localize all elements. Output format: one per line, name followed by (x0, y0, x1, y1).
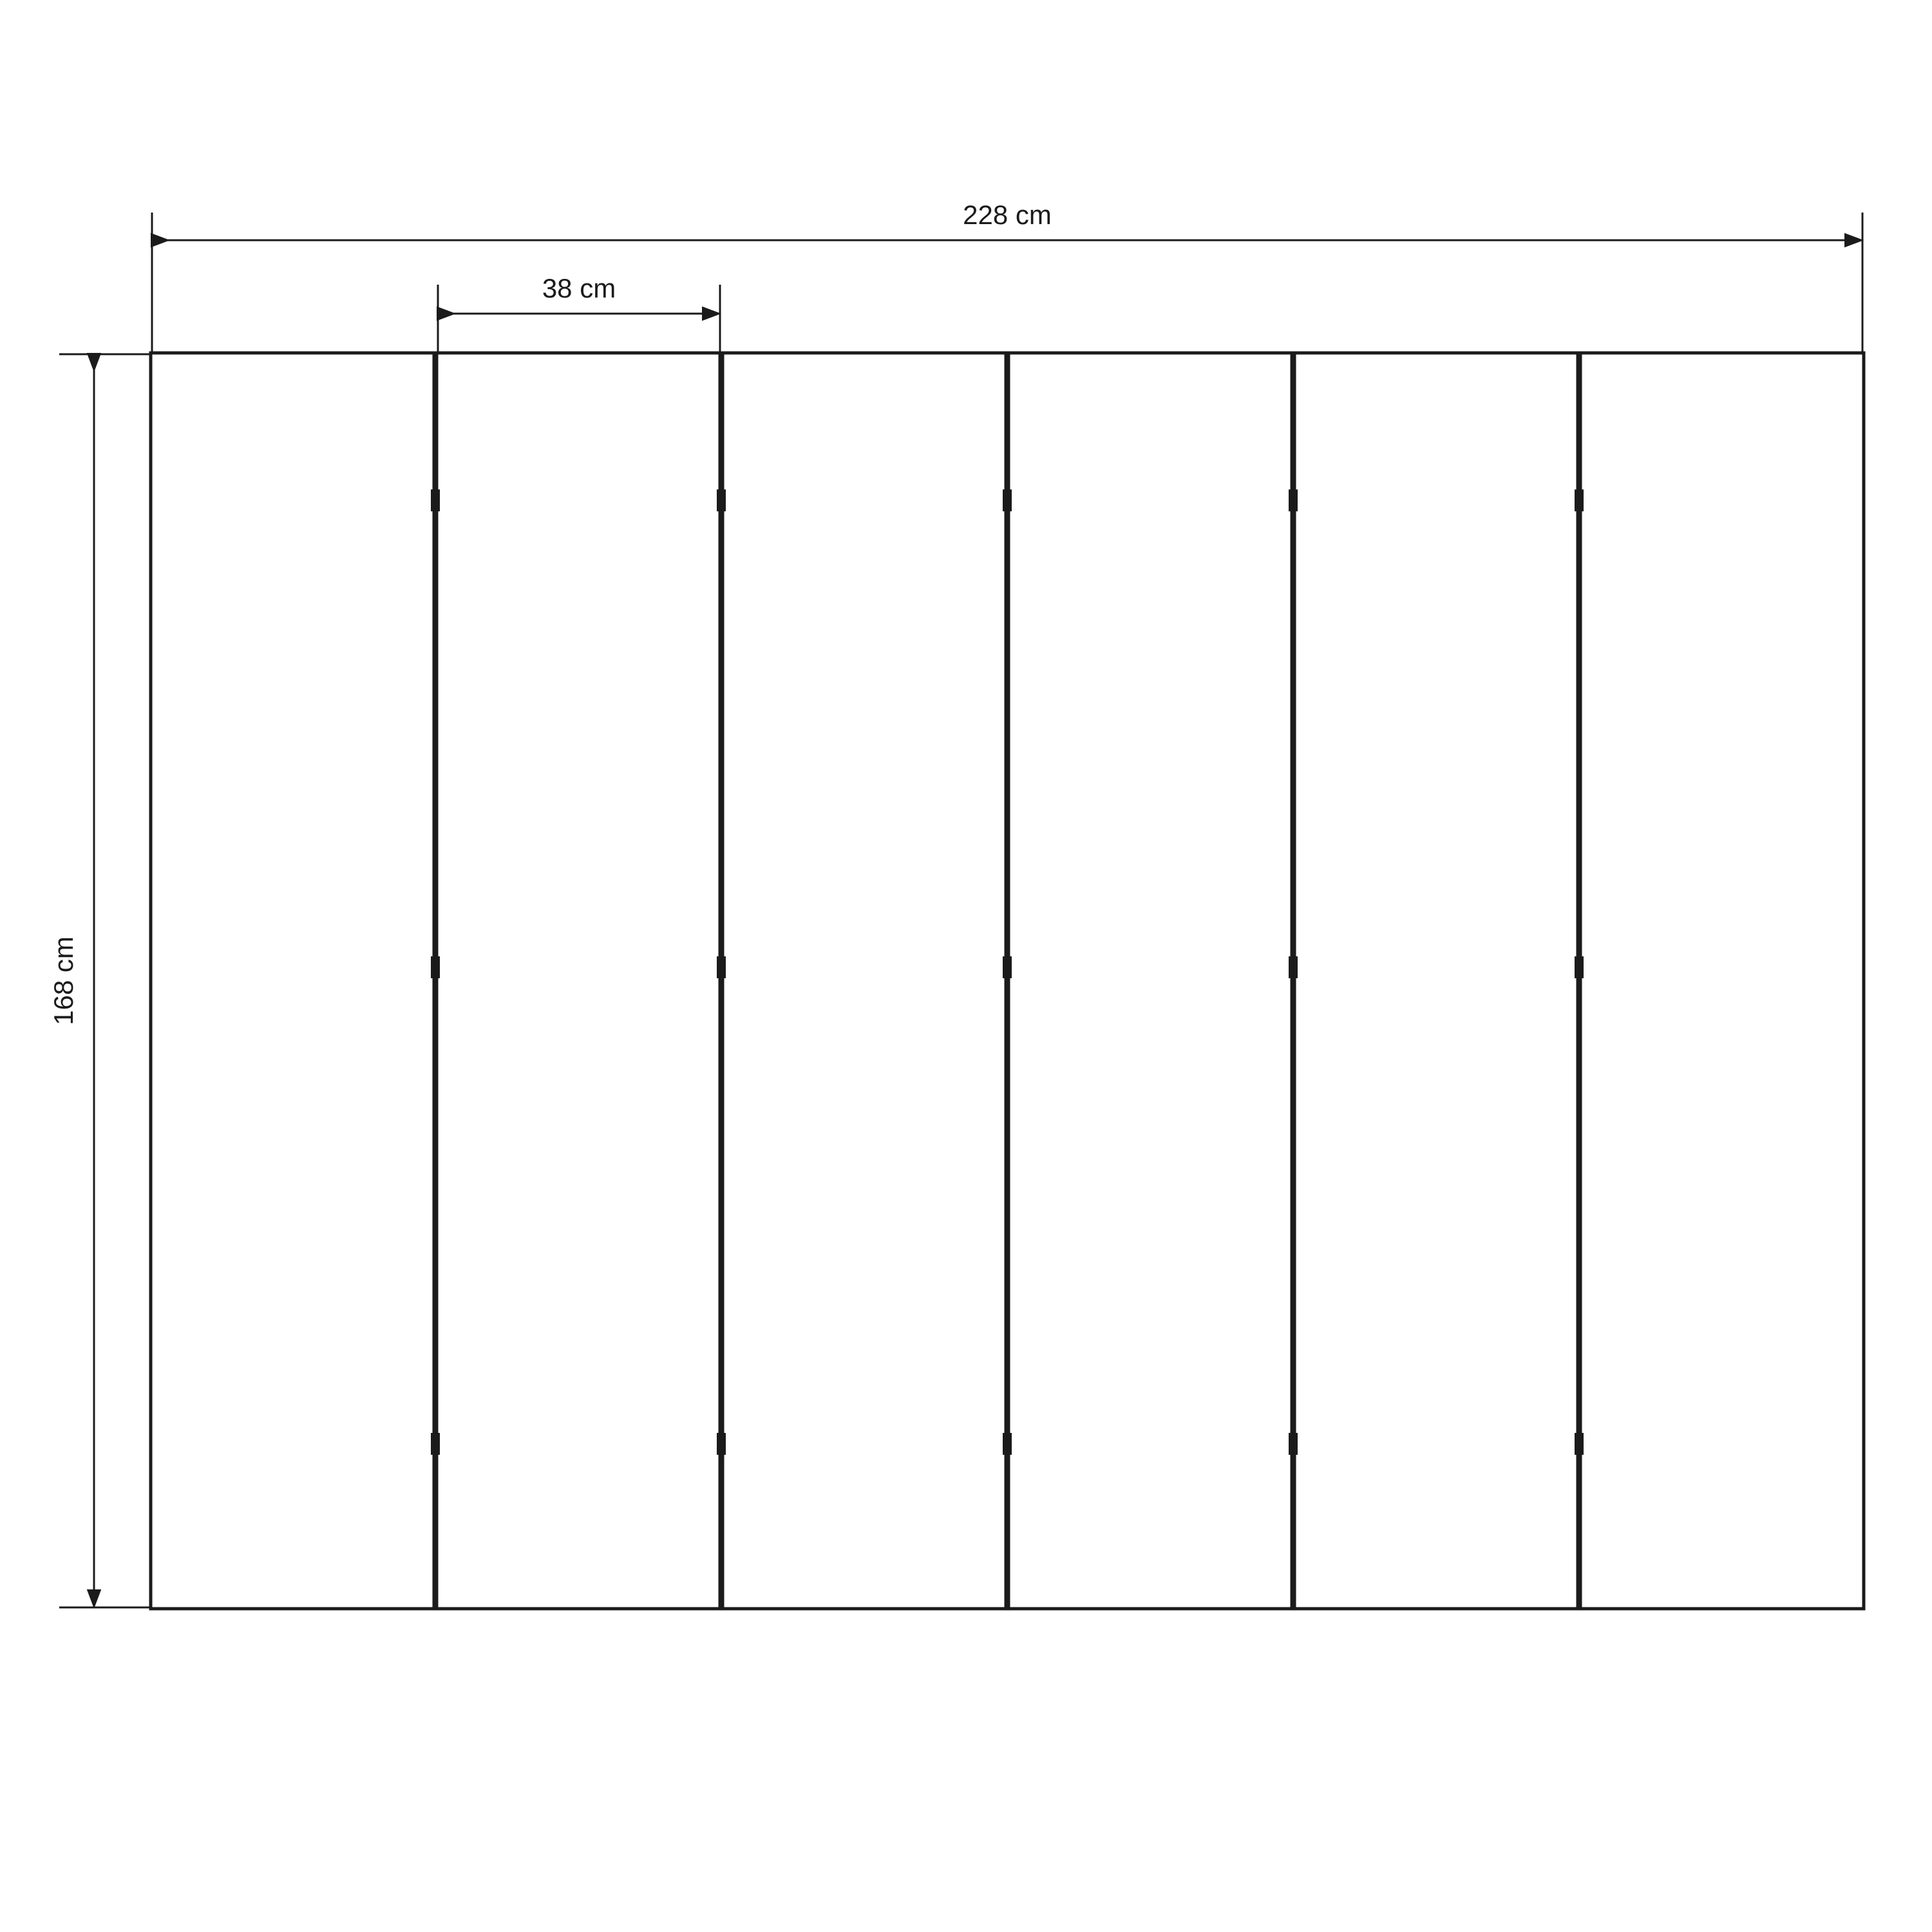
panel-1 (151, 353, 434, 1609)
hinge (1003, 489, 1012, 511)
panel-group (151, 353, 1864, 1609)
hinge (717, 489, 726, 511)
height-label: 168 cm (48, 936, 79, 1025)
hinge (431, 956, 440, 978)
hinge (717, 956, 726, 978)
hinge (1575, 489, 1584, 511)
hinge (717, 1433, 726, 1455)
panel-6 (1580, 353, 1864, 1609)
panel-5 (1294, 353, 1578, 1609)
hinge (431, 1433, 440, 1455)
panel-width-label: 38 cm (542, 273, 616, 303)
hinge (431, 489, 440, 511)
panel-4 (1009, 353, 1292, 1609)
hinge (1289, 1433, 1298, 1455)
hinge (1003, 956, 1012, 978)
panel-3 (723, 353, 1006, 1609)
total-width-dimension (152, 200, 1862, 353)
panel-2 (437, 353, 720, 1609)
hinge (1575, 1433, 1584, 1455)
hinge (1289, 956, 1298, 978)
height-dimension (48, 354, 151, 1607)
hinge (1575, 956, 1584, 978)
hinge (1003, 1433, 1012, 1455)
panel-width-dimension (438, 273, 720, 353)
hinge (1289, 489, 1298, 511)
total-width-label: 228 cm (963, 200, 1052, 230)
